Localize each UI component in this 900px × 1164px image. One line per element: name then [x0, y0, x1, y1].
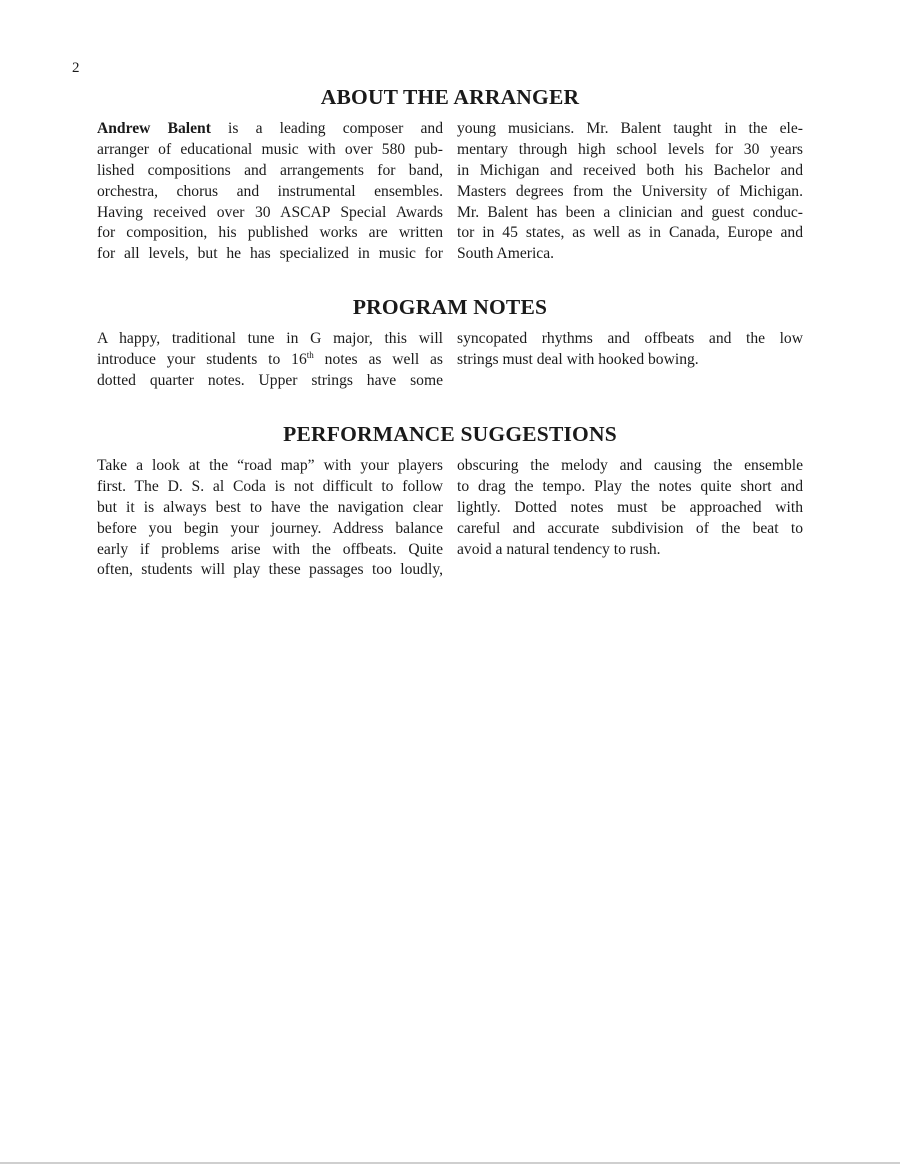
arranger-heading: ABOUT THE ARRANGER [320, 85, 580, 109]
performance-heading: PERFORMANCE SUGGESTIONS [283, 422, 617, 446]
arranger-right-line: in Michigan and received both his Bachelor and [457, 161, 803, 179]
performance-right-line: lightly. Dotted notes must be approached with [457, 498, 803, 516]
arranger-left-column [97, 119, 443, 265]
arranger-left-line: arranger of educational music with over 580 pub- [97, 140, 443, 158]
arranger-left-line: Andrew Balent is a leading composer and [97, 120, 443, 137]
performance-left-line: Take a look at the “road map” with your players [97, 457, 443, 474]
arranger-left-line: lished compositions and arrangements for band, [97, 161, 443, 179]
arranger-right-line: Masters degrees from the University of Michigan. [457, 182, 803, 200]
arranger-right-line: mentary through high school levels for 30 years [457, 140, 803, 158]
program-notes-right-column [457, 329, 803, 371]
arranger-left-line: orchestra, chorus and instrumental ensembles. [97, 182, 443, 200]
arranger-right-line: tor in 45 states, as well as in Canada, Europe and [457, 224, 803, 242]
performance-left-line: often, students will play these passages too loudly, [97, 561, 443, 579]
arranger-left-line: Having received over 30 ASCAP Special Awards [97, 203, 443, 221]
performance-left-line: but it is always best to have the navigation clear [97, 498, 443, 516]
arranger-left-line: for all levels, but he has specialized in music for [97, 245, 443, 263]
performance-left-line: before you begin your journey. Address balance [97, 519, 443, 537]
ordinal-superscript: th [306, 349, 314, 360]
arranger-right-line: young musicians. Mr. Balent taught in the ele- [457, 120, 803, 137]
arranger-right-line: Mr. Balent has been a clinician and guest conduc- [457, 203, 803, 221]
program-notes-left-column [97, 329, 443, 392]
performance-left-line: first. The D. S. al Coda is not difficult to follow [97, 477, 443, 495]
program-notes-left-line: dotted quarter notes. Upper strings have some [97, 371, 443, 389]
arranger-left-line: for composition, his published works are written [97, 224, 443, 242]
performance-left-column [97, 456, 443, 581]
program-notes-left-line: A happy, traditional tune in G major, this will [97, 330, 443, 347]
performance-right-line: avoid a natural tendency to rush. [457, 540, 661, 558]
arranger-name: Andrew Balent [97, 120, 211, 137]
performance-right-line: to drag the tempo. Play the notes quite short and [457, 477, 803, 495]
arranger-right-column [457, 119, 803, 265]
performance-left-line: early if problems arise with the offbeats. Quite [97, 540, 443, 558]
performance-right-column [457, 456, 803, 560]
performance-right-line: careful and accurate subdivision of the beat to [457, 519, 803, 537]
performance-right-line: obscuring the melody and causing the ensemble [457, 457, 803, 474]
program-notes-heading: PROGRAM NOTES [352, 295, 548, 319]
program-notes-left-line: introduce your students to 16th notes as well as [97, 349, 444, 368]
program-notes-right-line: syncopated rhythms and offbeats and the low [457, 330, 803, 347]
program-notes-right-line: strings must deal with hooked bowing. [457, 350, 699, 368]
arranger-right-line: South America. [457, 245, 555, 263]
page-number: 2 [72, 60, 80, 76]
